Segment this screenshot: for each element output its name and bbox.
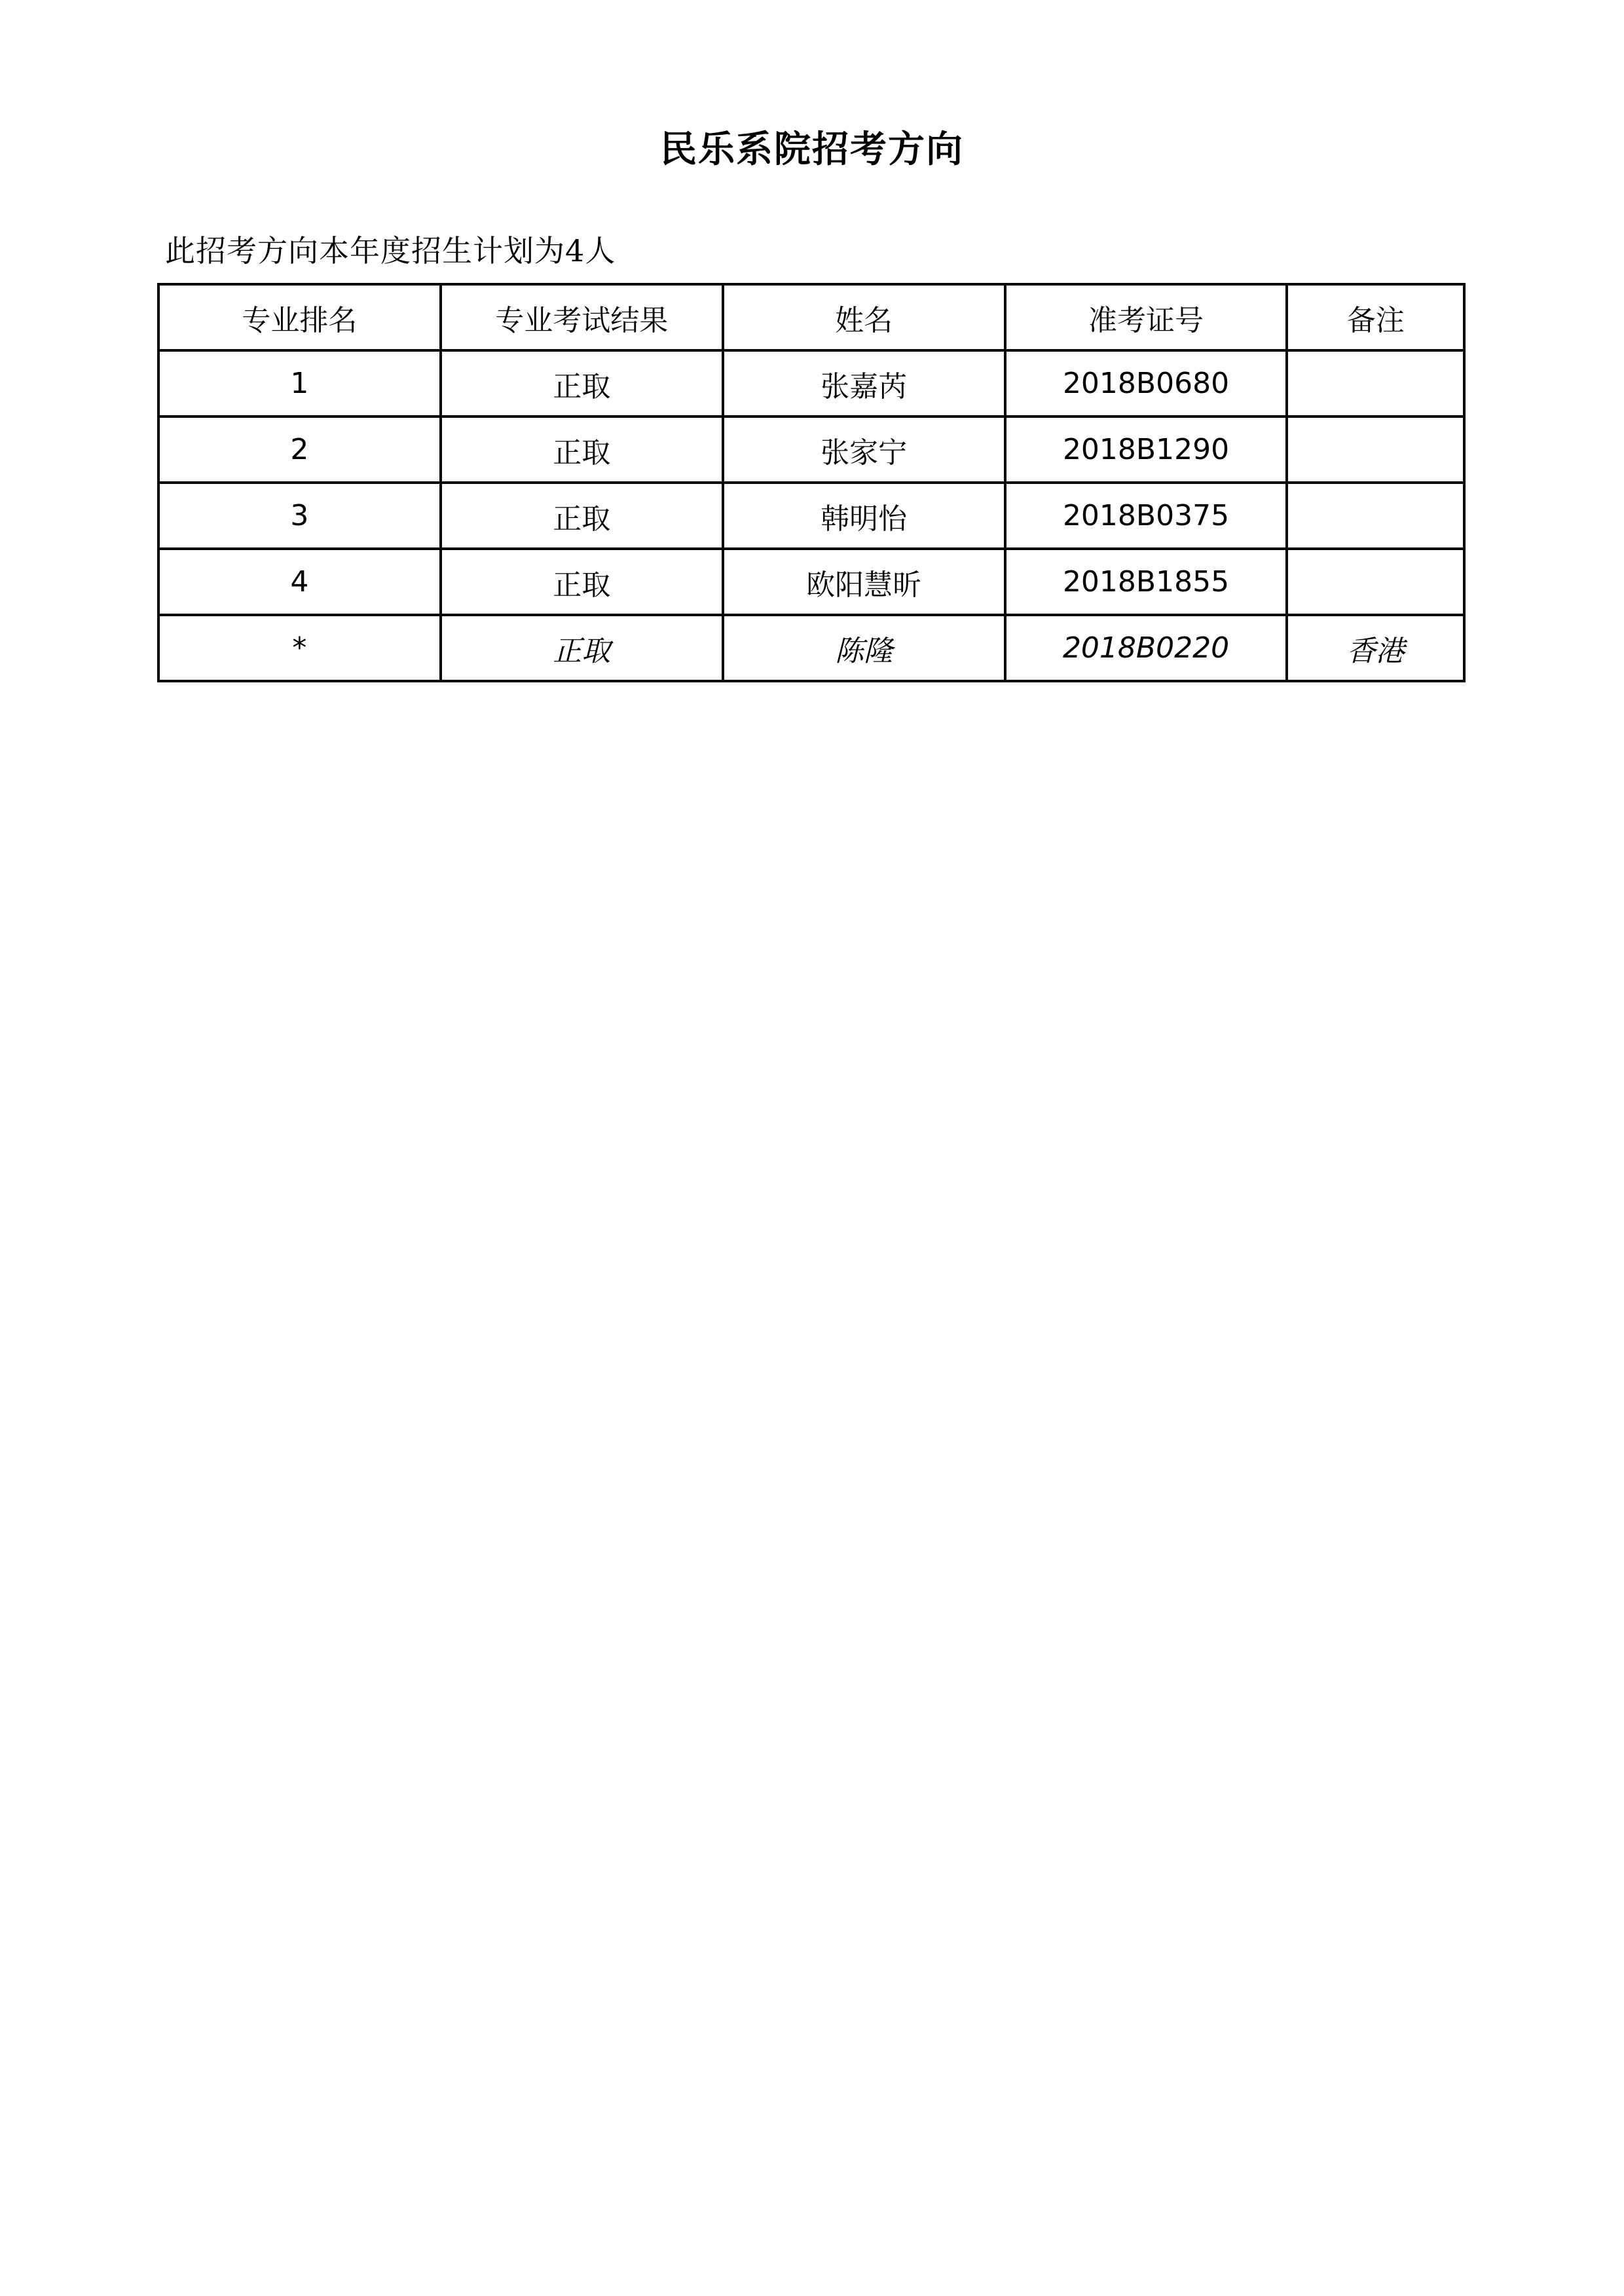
table-row <box>158 483 1464 549</box>
cell-result: 正取 <box>441 615 723 681</box>
cell-exam-id: 2018B0220 <box>1005 615 1287 681</box>
cell-name: 张嘉芮 <box>723 350 1005 417</box>
header-remark: 备注 <box>1287 284 1464 350</box>
cell-result: 正取 <box>441 417 723 483</box>
cell-rank: 2 <box>158 417 441 483</box>
cell-name: 张家宁 <box>723 417 1005 483</box>
table-row <box>158 417 1464 483</box>
header-name: 姓名 <box>723 284 1005 350</box>
cell-name: 欧阳慧昕 <box>723 549 1005 615</box>
admission-table <box>157 283 1466 682</box>
header-rank: 专业排名 <box>158 284 441 350</box>
cell-remark: 香港 <box>1287 615 1464 681</box>
cell-remark <box>1287 549 1464 615</box>
cell-result: 正取 <box>441 549 723 615</box>
cell-remark <box>1287 417 1464 483</box>
enrollment-plan-note: 此招考方向本年度招生计划为4人 <box>165 233 616 268</box>
table-header-row <box>158 284 1464 350</box>
cell-result: 正取 <box>441 483 723 549</box>
cell-name: 韩明怡 <box>723 483 1005 549</box>
cell-remark <box>1287 483 1464 549</box>
cell-exam-id: 2018B0375 <box>1005 483 1287 549</box>
table-row <box>158 615 1464 681</box>
cell-exam-id: 2018B1855 <box>1005 549 1287 615</box>
table-row <box>158 549 1464 615</box>
page-title: 民乐系院招考方向 <box>660 128 964 171</box>
cell-name: 陈隆 <box>723 615 1005 681</box>
cell-rank: 3 <box>158 483 441 549</box>
table-row <box>158 350 1464 417</box>
cell-remark <box>1287 350 1464 417</box>
header-exam-id: 准考证号 <box>1005 284 1287 350</box>
cell-rank: * <box>158 615 441 681</box>
cell-rank: 1 <box>158 350 441 417</box>
cell-rank: 4 <box>158 549 441 615</box>
cell-exam-id: 2018B0680 <box>1005 350 1287 417</box>
header-result: 专业考试结果 <box>441 284 723 350</box>
cell-result: 正取 <box>441 350 723 417</box>
cell-exam-id: 2018B1290 <box>1005 417 1287 483</box>
